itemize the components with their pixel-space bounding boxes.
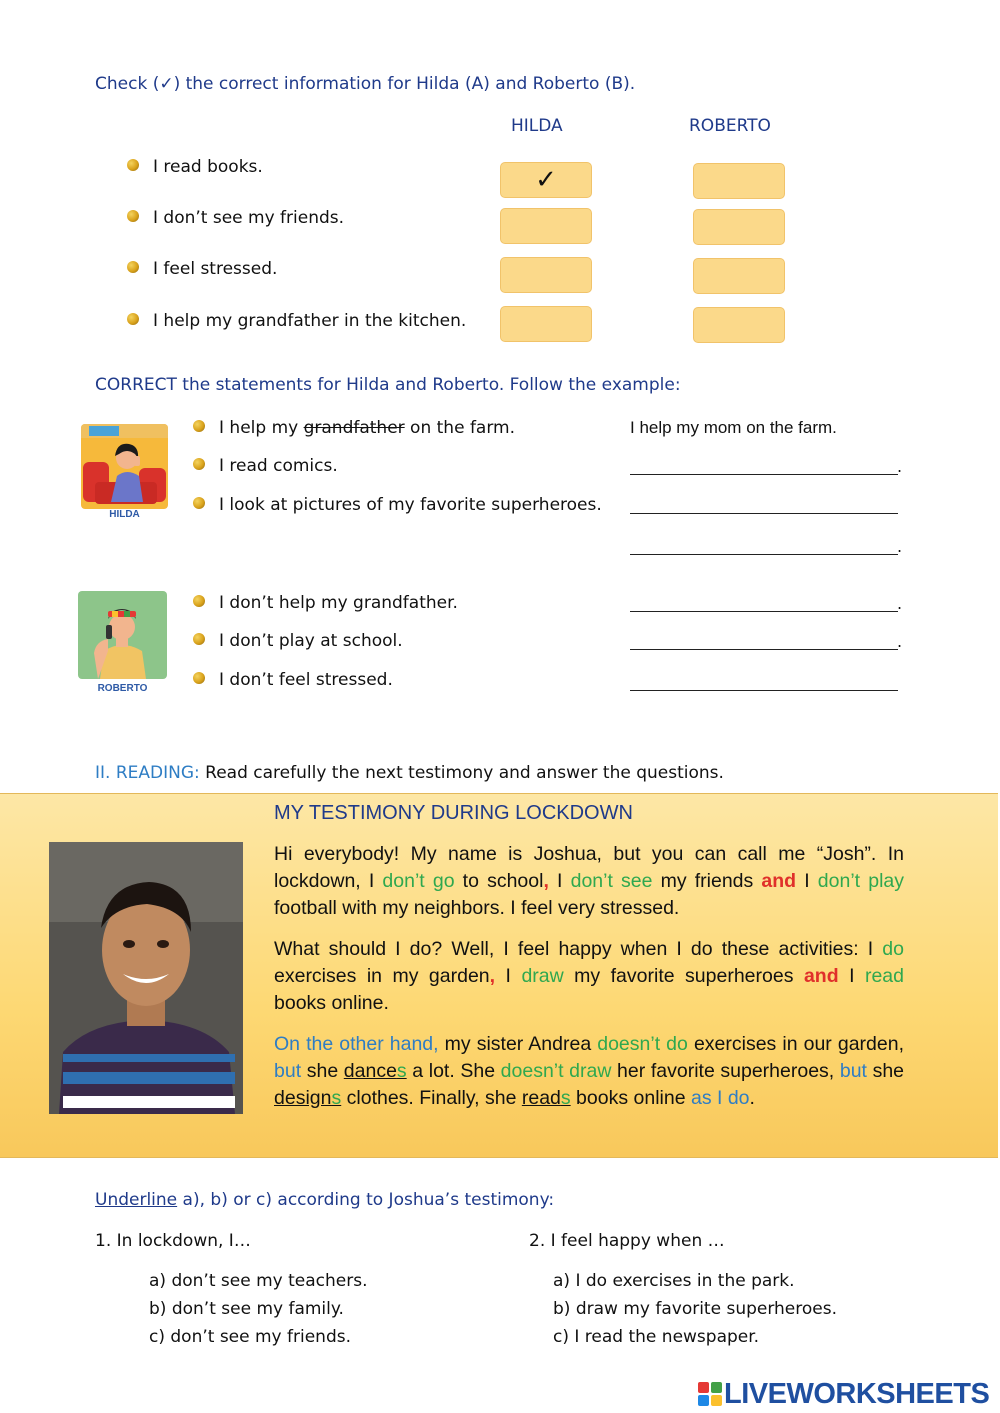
roberto-statement-2: I don’t play at school. (193, 631, 403, 651)
check-statement: I feel stressed. (127, 259, 277, 279)
period-mark: . (897, 537, 903, 556)
roberto-statement-1: I don’t help my grandfather. (193, 593, 458, 613)
question-1-option-b[interactable]: b) don’t see my family. (149, 1299, 344, 1319)
check-statement: I don’t see my friends. (127, 208, 344, 228)
bullet-icon (193, 458, 205, 470)
period-mark: . (897, 457, 903, 476)
struck-word: grandfather (303, 418, 405, 438)
example-answer: I help my mom on the farm. (630, 418, 837, 437)
bullet-icon (127, 313, 139, 325)
bullet-icon (127, 159, 139, 171)
testimony-paragraph-1: Hi everybody! My name is Joshua, but you can call me “Josh”. In lockdown, I don’t go to school, I don’t see my friends and I don’t play football with my neighbors. I feel very stressed. (274, 843, 904, 919)
bullet-icon (193, 633, 205, 645)
logo-icon (698, 1382, 722, 1406)
column-header-hilda: HILDA (511, 116, 563, 136)
roberto-caption: ROBERTO (97, 683, 148, 694)
question-1-stem: 1. In lockdown, I… (95, 1231, 251, 1251)
answer-blank-roberto-2[interactable] (630, 627, 898, 650)
check-box-hilda-3[interactable] (500, 257, 592, 293)
check-box-hilda-1[interactable]: ✓ (500, 162, 592, 198)
example-statement: I help my grandfather on the farm. (193, 418, 515, 438)
bullet-icon (193, 672, 205, 684)
question-1-option-a[interactable]: a) don’t see my teachers. (149, 1271, 368, 1291)
check-instruction: Check (✓) the correct information for Hilda (A) and Roberto (B). (95, 74, 636, 94)
testimony-paragraph-2: What should I do? Well, I feel happy when I do these activities: I do exercises in my garden, I draw my favorite superheroes and I read books online. (274, 938, 904, 1014)
testimony-title: MY TESTIMONY DURING LOCKDOWN (274, 802, 633, 824)
question-2-option-b[interactable]: b) draw my favorite superheroes. (553, 1299, 838, 1319)
check-box-hilda-4[interactable] (500, 306, 592, 342)
question-2-option-a[interactable]: a) I do exercises in the park. (553, 1271, 795, 1291)
check-box-roberto-4[interactable] (693, 307, 785, 343)
bullet-icon (127, 261, 139, 273)
check-box-roberto-1[interactable] (693, 163, 785, 199)
period-mark: . (897, 632, 903, 651)
answer-blank-roberto-3[interactable] (630, 668, 898, 691)
answer-blank-hilda-2b[interactable] (630, 532, 898, 555)
hilda-statement-1: I read comics. (193, 456, 338, 476)
correct-instruction: CORRECT the statements for Hilda and Roberto. Follow the example: (95, 375, 681, 395)
questions-instruction: Underline a), b) or c) according to Joshua’s testimony: (95, 1190, 555, 1210)
reading-label: II. READING: (95, 763, 200, 783)
roberto-avatar (78, 591, 167, 679)
answer-blank-roberto-1[interactable] (630, 589, 898, 612)
reading-instruction: II. READING: Read carefully the next testimony and answer the questions. (95, 763, 724, 783)
question-2-option-c[interactable]: c) I read the newspaper. (553, 1327, 760, 1347)
check-statement: I read books. (127, 157, 263, 177)
joshua-photo (49, 842, 243, 1114)
answer-blank-hilda-1[interactable] (630, 452, 898, 475)
question-2-stem: 2. I feel happy when … (529, 1231, 725, 1251)
check-statement: I help my grandfather in the kitchen. (127, 311, 466, 331)
bullet-icon (193, 420, 205, 432)
check-box-roberto-2[interactable] (693, 209, 785, 245)
roberto-statement-3: I don’t feel stressed. (193, 670, 393, 690)
hilda-caption: HILDA (109, 509, 140, 520)
logo-text: LIVEWORKSHEETS (724, 1377, 990, 1410)
liveworksheets-logo (698, 1379, 989, 1409)
bullet-icon (127, 210, 139, 222)
check-box-hilda-2[interactable] (500, 208, 592, 244)
column-header-roberto: ROBERTO (689, 116, 771, 136)
check-box-roberto-3[interactable] (693, 258, 785, 294)
bullet-icon (193, 497, 205, 509)
period-mark: . (897, 594, 903, 613)
testimony-paragraph-3: On the other hand, my sister Andrea doesn’t do exercises in our garden, but she dances a lot. She doesn’t draw her favorite superheroes, but she designs clothes. Finally, she reads books online as I do. (274, 1033, 905, 1109)
hilda-avatar (81, 424, 168, 509)
bullet-icon (193, 595, 205, 607)
question-1-option-c[interactable]: c) don’t see my friends. (149, 1327, 352, 1347)
hilda-statement-2: I look at pictures of my favorite superheroes. (193, 495, 602, 515)
answer-blank-hilda-2a[interactable] (630, 491, 898, 514)
